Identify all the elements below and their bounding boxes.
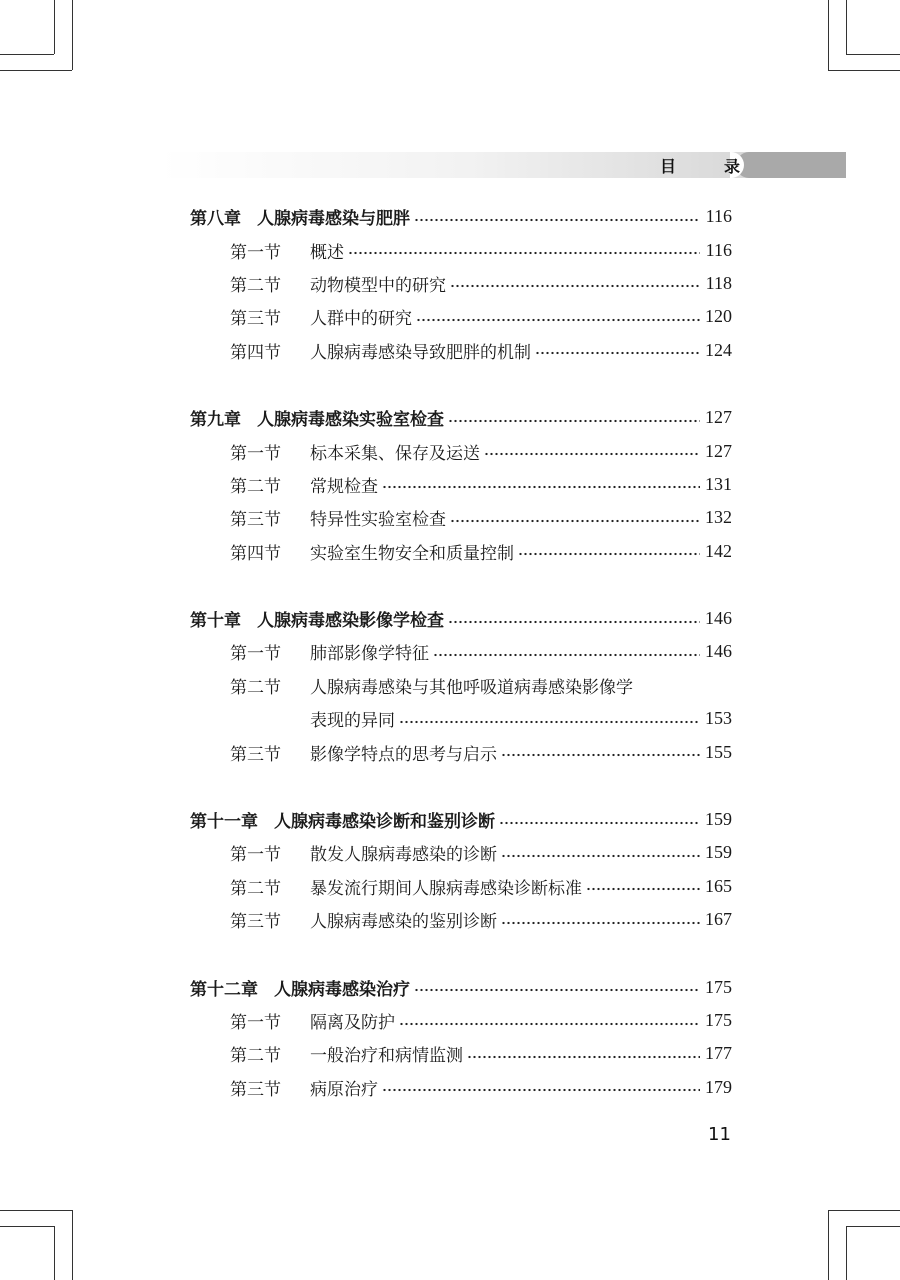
section-title: 人群中的研究 — [310, 309, 412, 330]
chapter-entry[interactable] — [190, 401, 732, 434]
section-label: 第三节 — [230, 510, 281, 531]
dot-leader — [499, 821, 700, 825]
crop-mark — [0, 54, 54, 55]
section-label: 第二节 — [230, 677, 281, 698]
section-page-number: 131 — [705, 473, 732, 494]
section-title: 散发人腺病毒感染的诊断 — [310, 845, 497, 866]
crop-mark — [72, 1210, 73, 1280]
section-title: 概述 — [310, 242, 344, 263]
chapter-label: 第十章 — [190, 611, 241, 632]
section-page-number: 177 — [705, 1043, 732, 1064]
section-label: 第三节 — [230, 744, 281, 765]
chapter-title: 人腺病毒感染与肥胖 — [257, 209, 410, 230]
section-entry[interactable] — [190, 1004, 732, 1037]
section-page-number: 153 — [705, 708, 732, 729]
section-label: 第二节 — [230, 476, 281, 497]
dot-leader — [467, 1055, 700, 1059]
chapter-label: 第十二章 — [190, 979, 258, 1000]
dot-leader — [586, 887, 700, 891]
chapter-label: 第十一章 — [190, 812, 258, 833]
section-title: 影像学特点的思考与启示 — [310, 744, 497, 765]
section-title: 动物模型中的研究 — [310, 275, 446, 296]
dot-leader — [518, 552, 700, 556]
chapter-entry[interactable] — [190, 200, 732, 233]
chapter-block — [190, 200, 732, 367]
dot-leader — [501, 854, 700, 858]
dot-leader — [382, 1088, 700, 1092]
section-title: 实验室生物安全和质量控制 — [310, 543, 514, 564]
section-page-number: 165 — [705, 875, 732, 896]
section-title: 病原治疗 — [310, 1079, 378, 1100]
section-entry[interactable] — [190, 635, 732, 668]
chapter-page-number: 159 — [705, 809, 732, 830]
dot-leader — [484, 452, 700, 456]
header-tab — [736, 152, 846, 178]
dot-leader — [348, 251, 700, 255]
section-title-line1: 人腺病毒感染与其他呼吸道病毒感染影像学 — [310, 677, 633, 698]
section-label: 第二节 — [230, 878, 281, 899]
chapter-title: 人腺病毒感染实验室检查 — [257, 410, 444, 431]
section-entry[interactable] — [190, 468, 732, 501]
section-entry[interactable] — [190, 535, 732, 568]
section-entry[interactable] — [190, 836, 732, 869]
section-page-number: 155 — [705, 741, 732, 762]
chapter-entry[interactable] — [190, 803, 732, 836]
page-number: 11 — [708, 1124, 731, 1145]
section-page-number: 146 — [705, 641, 732, 662]
chapter-label: 第八章 — [190, 209, 241, 230]
section-page-number: 142 — [705, 540, 732, 561]
chapter-page-number: 146 — [705, 608, 732, 629]
header-title-left: 目 — [660, 156, 677, 176]
section-entry[interactable] — [190, 434, 732, 467]
section-label: 第一节 — [230, 242, 281, 263]
section-title: 人腺病毒感染的鉴别诊断 — [310, 912, 497, 933]
section-entry-continuation[interactable] — [190, 702, 732, 735]
dot-leader — [448, 620, 700, 624]
crop-mark — [828, 0, 829, 70]
section-title: 一般治疗和病情监测 — [310, 1046, 463, 1067]
section-page-number: 124 — [705, 339, 732, 360]
section-page-number: 179 — [705, 1076, 732, 1097]
header-title-right: 录 — [723, 156, 740, 176]
crop-mark — [54, 1226, 55, 1280]
crop-mark — [846, 54, 900, 55]
section-entry[interactable] — [190, 1071, 732, 1104]
section-label: 第一节 — [230, 845, 281, 866]
dot-leader — [448, 419, 700, 423]
dot-leader — [414, 218, 700, 222]
chapter-page-number: 116 — [705, 206, 732, 227]
section-title: 人腺病毒感染导致肥胖的机制 — [310, 342, 531, 363]
crop-mark — [0, 70, 72, 71]
chapter-title: 人腺病毒感染诊断和鉴别诊断 — [274, 812, 495, 833]
section-label: 第三节 — [230, 309, 281, 330]
section-entry[interactable] — [190, 267, 732, 300]
section-page-number: 127 — [705, 440, 732, 461]
section-entry[interactable] — [190, 501, 732, 534]
crop-mark — [54, 0, 55, 54]
section-page-number: 116 — [705, 239, 732, 260]
section-title: 标本采集、保存及运送 — [310, 443, 480, 464]
section-title: 肺部影像学特征 — [310, 644, 429, 665]
section-entry[interactable] — [190, 870, 732, 903]
chapter-page-number: 175 — [705, 976, 732, 997]
section-page-number: 159 — [705, 842, 732, 863]
section-page-number: 175 — [705, 1010, 732, 1030]
chapter-title: 人腺病毒感染治疗 — [274, 979, 410, 1000]
section-title: 暴发流行期间人腺病毒感染诊断标准 — [310, 878, 582, 899]
dot-leader — [433, 653, 700, 657]
section-label: 第三节 — [230, 1079, 281, 1100]
chapter-block — [190, 970, 732, 1104]
chapter-title: 人腺病毒感染影像学检查 — [257, 611, 444, 632]
section-entry[interactable] — [190, 669, 732, 702]
section-label: 第三节 — [230, 912, 281, 933]
dot-leader — [382, 485, 700, 489]
section-entry[interactable] — [190, 334, 732, 367]
crop-mark — [846, 1226, 900, 1227]
dot-leader — [416, 318, 700, 322]
section-label: 第二节 — [230, 1046, 281, 1067]
crop-mark — [828, 70, 900, 71]
table-of-contents — [190, 200, 732, 1138]
running-header-title — [660, 154, 740, 176]
section-label: 第四节 — [230, 543, 281, 564]
chapter-entry[interactable] — [190, 970, 732, 1003]
chapter-page-number: 127 — [705, 407, 732, 428]
crop-mark — [828, 1210, 900, 1211]
section-page-number: 167 — [705, 909, 732, 930]
section-page-number: 118 — [705, 272, 732, 293]
chapter-entry[interactable] — [190, 602, 732, 635]
crop-mark — [72, 0, 73, 70]
crop-mark — [846, 0, 847, 54]
section-label: 第一节 — [230, 1013, 281, 1033]
section-page-number: 132 — [705, 507, 732, 528]
dot-leader — [414, 988, 700, 992]
crop-mark — [846, 1226, 847, 1280]
chapter-block — [190, 602, 732, 769]
section-title: 隔离及防护 — [310, 1013, 395, 1033]
crop-mark — [0, 1226, 54, 1227]
chapter-label: 第九章 — [190, 410, 241, 431]
section-title: 常规检查 — [310, 476, 378, 497]
section-label: 第四节 — [230, 342, 281, 363]
crop-mark — [0, 1210, 72, 1211]
section-page-number: 120 — [705, 306, 732, 327]
section-title-line2: 表现的异同 — [310, 711, 395, 732]
section-entry[interactable] — [190, 903, 732, 936]
section-entry[interactable] — [190, 1037, 732, 1070]
dot-leader — [501, 921, 700, 925]
dot-leader — [501, 753, 700, 757]
dot-leader — [399, 1022, 700, 1026]
section-label: 第一节 — [230, 443, 281, 464]
crop-mark — [828, 1210, 829, 1280]
section-entry[interactable] — [190, 300, 732, 333]
dot-leader — [535, 351, 700, 355]
section-entry[interactable] — [190, 233, 732, 266]
dot-leader — [399, 720, 700, 724]
section-title: 特异性实验室检查 — [310, 510, 446, 531]
section-label: 第二节 — [230, 275, 281, 296]
chapter-block — [190, 401, 732, 568]
section-entry[interactable] — [190, 735, 732, 768]
section-label: 第一节 — [230, 644, 281, 665]
dot-leader — [450, 519, 700, 523]
chapter-block — [190, 803, 732, 937]
dot-leader — [450, 284, 700, 288]
